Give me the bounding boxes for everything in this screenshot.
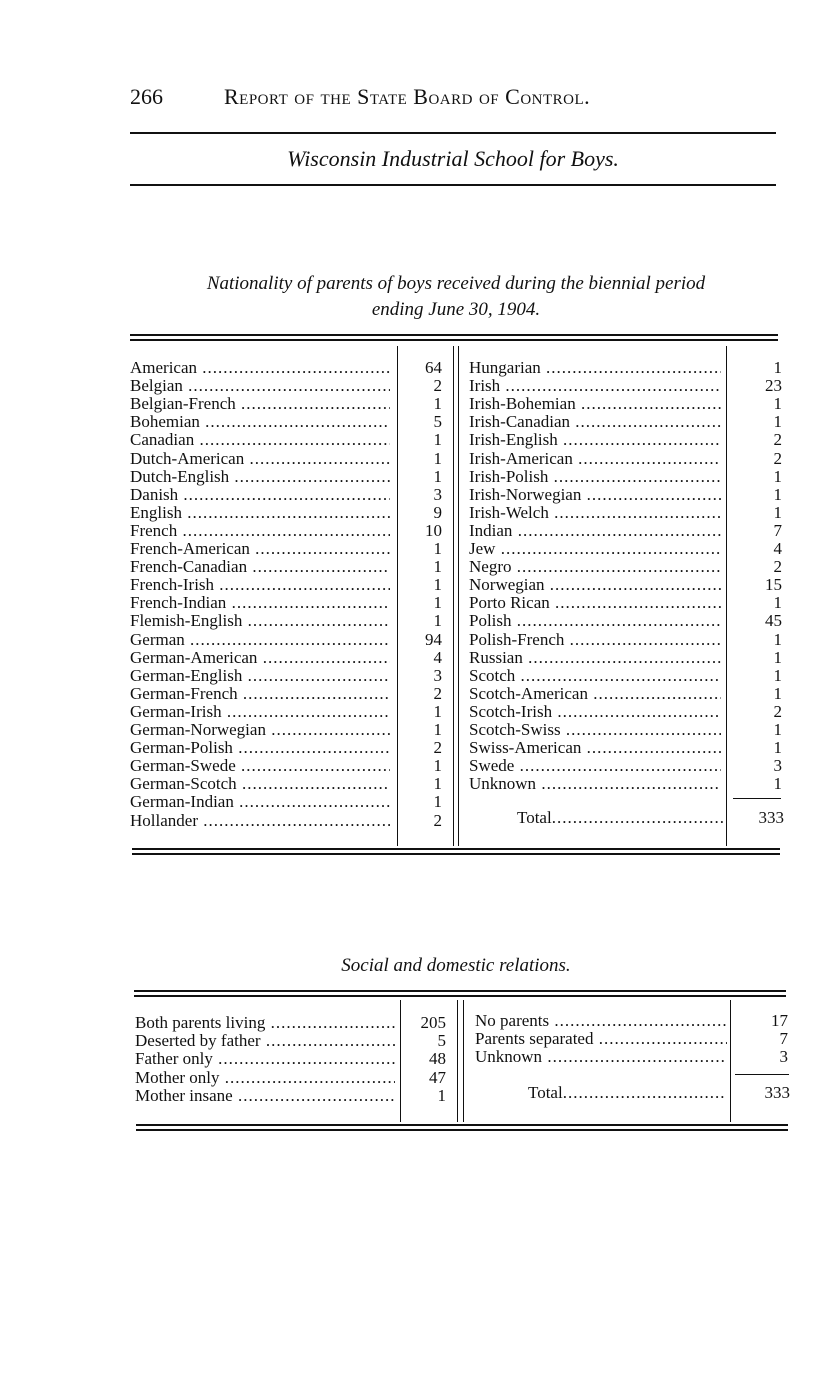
row-label: Porto Rican ..... xyxy=(469,594,721,612)
table-row xyxy=(0,685,823,703)
row-label: Indian ..... xyxy=(469,522,721,540)
table-row xyxy=(0,576,823,594)
row-value: 2 xyxy=(773,430,782,450)
row-value: 1 xyxy=(773,593,782,613)
row-value: 1 xyxy=(433,575,442,595)
row-label: French ..... xyxy=(130,522,390,540)
nationality-bottom-rule xyxy=(132,848,780,850)
row-value: 10 xyxy=(425,520,442,540)
section-title: Wisconsin Industrial School for Boys. xyxy=(287,146,619,171)
row-label: Belgian ..... xyxy=(130,377,390,395)
nationality-bottom-rule-2 xyxy=(132,853,780,855)
row-label: Negro ..... xyxy=(469,558,721,576)
row-label: German-Norwegian ..... xyxy=(130,721,390,739)
table-row xyxy=(0,540,823,558)
row-value: 7 xyxy=(773,520,782,540)
social-top-rule xyxy=(134,990,786,992)
column-divider xyxy=(457,1000,458,1122)
row-value: 1 xyxy=(773,629,782,649)
row-label: Parents separated ..... xyxy=(475,1030,727,1048)
row-value: 3 xyxy=(779,1047,788,1067)
row-value: 1 xyxy=(773,647,782,667)
row-label: Father only ..... xyxy=(135,1050,395,1068)
column-divider xyxy=(458,346,459,846)
row-label: German-French ..... xyxy=(130,685,390,703)
row-label: Jew ..... xyxy=(469,540,721,558)
table-row xyxy=(0,1029,823,1051)
total-rule xyxy=(733,798,781,799)
row-label: Irish-Canadian ..... xyxy=(469,413,721,431)
social-caption: Social and domestic relations. xyxy=(341,955,571,976)
row-label: Hungarian ..... xyxy=(469,359,721,377)
row-label: Polish ..... xyxy=(469,612,721,630)
row-value: 2 xyxy=(433,738,442,758)
table-row xyxy=(0,594,823,612)
nationality-caption-line2: ending June 30, 1904. xyxy=(371,299,541,320)
table-row xyxy=(0,413,823,431)
row-label: Irish ..... xyxy=(469,377,721,395)
title-rule xyxy=(130,184,776,186)
row-value: 23 xyxy=(765,376,782,396)
table-row xyxy=(0,649,823,667)
row-label: Belgian-French ..... xyxy=(130,395,390,413)
row-value: 1 xyxy=(433,593,442,613)
row-label: Irish-Bohemian ..... xyxy=(469,395,721,413)
row-value: 1 xyxy=(773,738,782,758)
column-divider xyxy=(397,346,398,846)
row-value: 15 xyxy=(765,575,782,595)
row-label: Both parents living ..... xyxy=(135,1014,395,1032)
row-label: German-American ..... xyxy=(130,649,390,667)
row-value: 7 xyxy=(779,1029,788,1049)
row-value: 1 xyxy=(773,466,782,486)
row-label: German-Swede ..... xyxy=(130,757,390,775)
column-divider xyxy=(726,346,727,846)
row-value: 4 xyxy=(433,647,442,667)
row-value: 2 xyxy=(773,557,782,577)
social-bottom-rule-2 xyxy=(136,1129,788,1131)
row-label: Scotch ..... xyxy=(469,667,721,685)
row-label: French-American ..... xyxy=(130,540,390,558)
row-value: 2 xyxy=(433,683,442,703)
table-row xyxy=(0,431,823,449)
total-label: Total ..... xyxy=(517,809,723,827)
row-value: 64 xyxy=(425,358,442,377)
row-value: 1 xyxy=(433,792,442,812)
row-value: 1 xyxy=(433,611,442,631)
row-value: 1 xyxy=(773,720,782,739)
row-value: 1 xyxy=(433,466,442,486)
nationality-caption-line1: Nationality of parents of boys received during the biennial period xyxy=(206,273,706,294)
row-label: Mother only ..... xyxy=(135,1069,395,1087)
table-row xyxy=(0,703,823,721)
row-value: 1 xyxy=(773,394,782,414)
row-value: 1 xyxy=(433,394,442,414)
running-header xyxy=(130,84,690,110)
row-value: 205 xyxy=(420,1013,446,1032)
row-label: English ..... xyxy=(130,504,390,522)
row-label: German-Indian ..... xyxy=(130,793,390,811)
table-row xyxy=(0,450,823,468)
row-value: 2 xyxy=(433,376,442,396)
row-label: Scotch-Irish ..... xyxy=(469,703,721,721)
running-title: Report of the State Board of Control. xyxy=(224,84,591,109)
row-label: Canadian ..... xyxy=(130,431,390,449)
row-value: 1 xyxy=(433,774,442,794)
row-label: Russian ..... xyxy=(469,649,721,667)
row-label: French-Irish ..... xyxy=(130,576,390,594)
row-value: 45 xyxy=(765,611,782,631)
row-label: Mother insane ..... xyxy=(135,1087,395,1105)
table-row xyxy=(0,612,823,630)
table-row xyxy=(0,757,823,775)
table-row xyxy=(0,468,823,486)
row-value: 1 xyxy=(433,720,442,739)
row-label: Irish-English ..... xyxy=(469,431,721,449)
table-row xyxy=(0,775,823,793)
row-label: No parents ..... xyxy=(475,1012,727,1030)
row-value: 1 xyxy=(773,683,782,703)
row-label: Unknown ..... xyxy=(469,775,721,793)
row-label: Danish ..... xyxy=(130,486,390,504)
row-label: Dutch-American ..... xyxy=(130,450,390,468)
table-row xyxy=(0,667,823,685)
row-label: Irish-Welch ..... xyxy=(469,504,721,522)
row-value: 3 xyxy=(433,484,442,504)
row-label: German-Irish ..... xyxy=(130,703,390,721)
header-rule xyxy=(130,132,776,134)
row-value: 1 xyxy=(433,430,442,450)
table-row xyxy=(0,739,823,757)
column-divider xyxy=(400,1000,401,1122)
row-value: 1 xyxy=(773,358,782,377)
table-row xyxy=(0,631,823,649)
table-row xyxy=(0,558,823,576)
table-row xyxy=(0,486,823,504)
row-label: Bohemian ..... xyxy=(130,413,390,431)
column-divider xyxy=(453,346,454,846)
row-value: 1 xyxy=(433,756,442,776)
row-label: German-English ..... xyxy=(130,667,390,685)
row-value: 1 xyxy=(437,1085,446,1105)
row-value: 1 xyxy=(433,701,442,721)
row-label: Irish-Polish ..... xyxy=(469,468,721,486)
row-label: Swiss-American ..... xyxy=(469,739,721,757)
row-value: 2 xyxy=(773,448,782,468)
row-label: French-Indian ..... xyxy=(130,594,390,612)
row-value: 3 xyxy=(433,665,442,685)
table-row xyxy=(0,359,823,377)
row-label: Irish-Norwegian ..... xyxy=(469,486,721,504)
row-label: Hollander ..... xyxy=(130,812,390,830)
row-value: 47 xyxy=(429,1067,446,1087)
row-label: Flemish-English ..... xyxy=(130,612,390,630)
row-value: 94 xyxy=(425,629,442,649)
nationality-top-rule-2 xyxy=(130,339,778,341)
row-label: Swede ..... xyxy=(469,757,721,775)
row-value: 4 xyxy=(773,539,782,558)
row-label: German ..... xyxy=(130,631,390,649)
row-value: 1 xyxy=(773,484,782,504)
row-label: Unknown ..... xyxy=(475,1048,727,1066)
row-label: German-Polish ..... xyxy=(130,739,390,757)
row-value: 17 xyxy=(771,1011,788,1030)
table-row xyxy=(0,1047,823,1069)
table-row xyxy=(0,721,823,739)
table-row xyxy=(0,395,823,413)
row-value: 1 xyxy=(433,539,442,558)
column-divider xyxy=(730,1000,731,1122)
row-value: 1 xyxy=(773,412,782,432)
table-row xyxy=(0,504,823,522)
total-value: 333 xyxy=(758,808,784,827)
row-label: Deserted by father ..... xyxy=(135,1032,395,1050)
row-value: 1 xyxy=(433,448,442,468)
row-value: 2 xyxy=(773,701,782,721)
row-label: American ..... xyxy=(130,359,390,377)
row-label: Scotch-Swiss ..... xyxy=(469,721,721,739)
table-row xyxy=(0,522,823,540)
row-label: Scotch-American ..... xyxy=(469,685,721,703)
table-row xyxy=(0,1012,823,1030)
row-value: 5 xyxy=(437,1031,446,1051)
row-value: 2 xyxy=(433,810,442,830)
row-value: 1 xyxy=(773,502,782,522)
row-label: French-Canadian ..... xyxy=(130,558,390,576)
row-value: 1 xyxy=(433,557,442,577)
nationality-top-rule xyxy=(130,334,778,336)
social-top-rule-2 xyxy=(134,995,786,997)
row-label: Irish-American ..... xyxy=(469,450,721,468)
total-value: 333 xyxy=(764,1083,790,1102)
row-value: 48 xyxy=(429,1049,446,1069)
column-divider xyxy=(463,1000,464,1122)
row-value: 9 xyxy=(433,502,442,522)
row-value: 5 xyxy=(433,412,442,432)
page-number: 266 xyxy=(130,84,163,109)
social-bottom-rule xyxy=(136,1124,788,1126)
row-value: 1 xyxy=(773,665,782,685)
row-value: 3 xyxy=(773,756,782,776)
row-label: German-Scotch ..... xyxy=(130,775,390,793)
row-value: 1 xyxy=(773,774,782,794)
row-label: Polish-French ..... xyxy=(469,631,721,649)
row-label: Norwegian ..... xyxy=(469,576,721,594)
row-label: Dutch-English ..... xyxy=(130,468,390,486)
total-label: Total ..... xyxy=(528,1084,726,1102)
total-rule xyxy=(735,1074,789,1075)
table-row xyxy=(0,377,823,395)
